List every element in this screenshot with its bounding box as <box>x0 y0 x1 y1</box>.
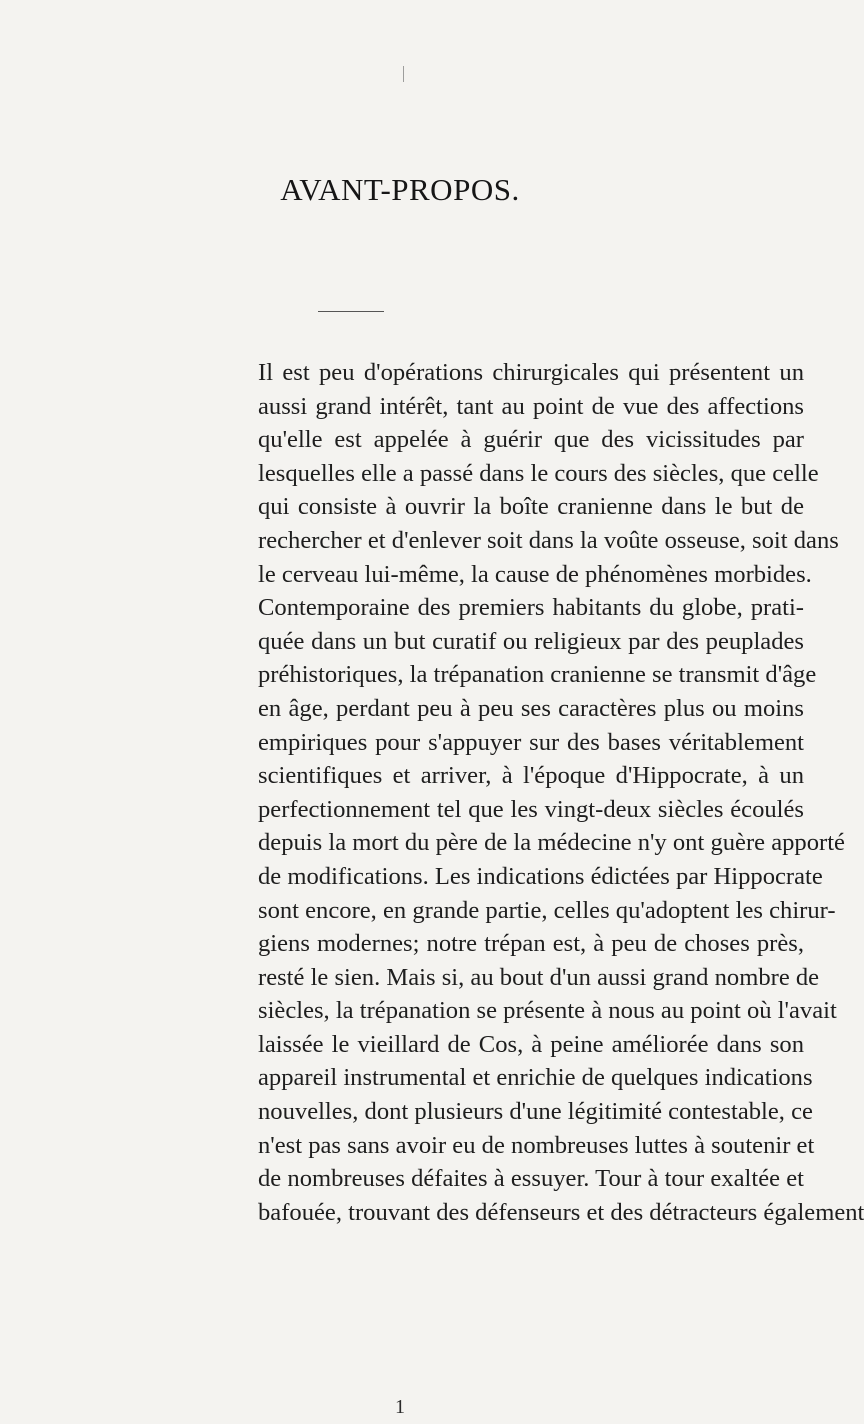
text-line: empiriques pour s'appuyer sur des bases véritablement <box>258 728 804 756</box>
page-number: 1 <box>395 1396 405 1418</box>
text-line: le cerveau lui-même, la cause de phénomènes morbides. <box>258 560 812 588</box>
text-line: n'est pas sans avoir eu de nombreuses luttes à soutenir et <box>258 1131 815 1159</box>
text-line: rechercher et d'enlever soit dans la voûte osseuse, soit dans <box>258 526 839 554</box>
text-line: perfectionnement tel que les vingt-deux siècles écoulés <box>258 795 804 823</box>
title-divider <box>318 311 384 312</box>
text-line: aussi grand intérêt, tant au point de vue des affections <box>258 392 804 420</box>
text-line: de nombreuses défaites à essuyer. Tour à tour exaltée et <box>258 1165 804 1193</box>
text-line: qu'elle est appelée à guérir que des vicissitudes par <box>258 426 804 454</box>
text-line: en âge, perdant peu à peu ses caractères plus ou moins <box>258 694 804 722</box>
text-line: scientifiques et arriver, à l'époque d'Hippocrate, à un <box>258 762 804 790</box>
text-line: quée dans un but curatif ou religieux par des peuplades <box>258 627 804 655</box>
text-line: bafouée, trouvant des défenseurs et des détracteurs également <box>258 1198 864 1226</box>
text-line: resté le sien. Mais si, au bout d'un aussi grand nombre de <box>258 963 820 991</box>
text-line: giens modernes; notre trépan est, à peu de choses près, <box>258 930 804 958</box>
text-line: Contemporaine des premiers habitants du globe, prati- <box>258 594 804 622</box>
text-line: laissée le vieillard de Cos, à peine améliorée dans son <box>258 1030 804 1058</box>
text-line: nouvelles, dont plusieurs d'une légitimité contestable, ce <box>258 1098 813 1126</box>
text-line: préhistoriques, la trépanation cranienne se transmit d'âge <box>258 661 817 689</box>
body-text <box>258 356 864 1229</box>
text-line: Il est peu d'opérations chirurgicales qui présentent un <box>258 359 804 386</box>
text-line: qui consiste à ouvrir la boîte cranienne dans le but de <box>258 493 804 521</box>
text-line: lesquelles elle a passé dans le cours des siècles, que celle <box>258 459 819 487</box>
text-line: siècles, la trépanation se présente à nous au point où l'avait <box>258 997 837 1025</box>
text-line: sont encore, en grande partie, celles qu'adoptent les chirur- <box>258 896 836 924</box>
margin-mark <box>403 66 404 82</box>
text-line: appareil instrumental et enrichie de quelques indications <box>258 1064 813 1092</box>
text-line: depuis la mort du père de la médecine n'y ont guère apporté <box>258 829 845 857</box>
page-title: AVANT-PROPOS. <box>280 172 520 207</box>
text-line: de modifications. Les indications édictées par Hippocrate <box>258 862 823 890</box>
